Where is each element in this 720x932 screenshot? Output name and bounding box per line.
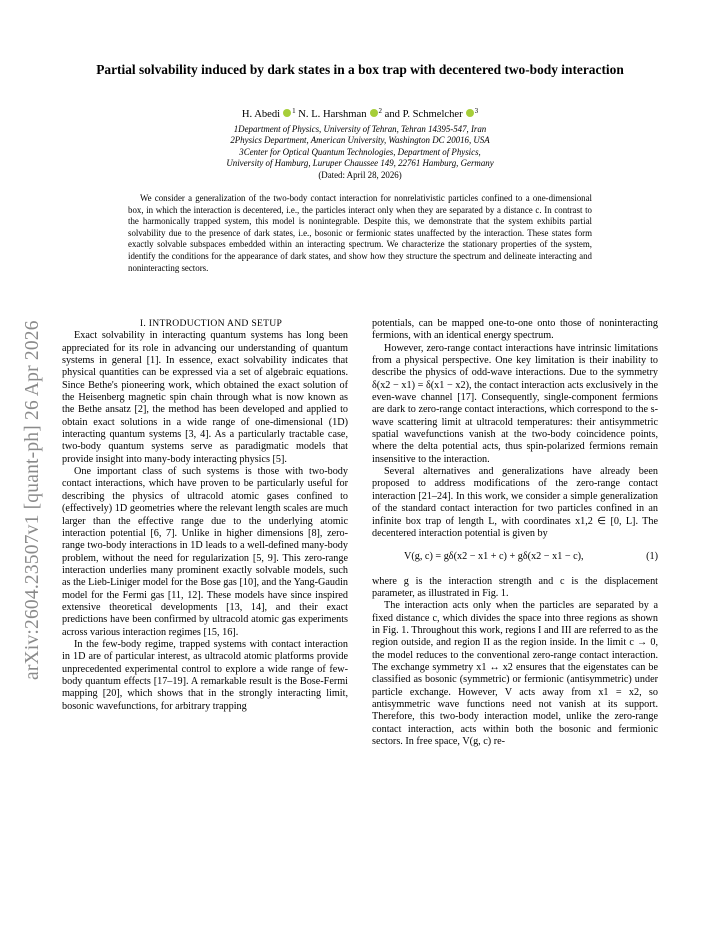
affiliation-3: 3Center for Optical Quantum Technologies, Department of Physics, [239, 146, 481, 157]
affiliations [70, 124, 650, 181]
equation-number: (1) [646, 551, 658, 563]
paragraph: Exact solvability in interacting quantum systems has long been appreciated for its role in advancing our understanding of quantum systems in general [1]. In essence, exact solvability indicates that physical quantities can be expressed via a set of algebraic equations. Since Bethe's pioneering work, which obtained the exact solution of the Heisenberg magnetic spin chain through what is now known as the Bethe ansatz [2], the method has been developed and applied to obtain exact solutions in a wide range of one-dimensional (1D) interacting quantum systems [3, 4]. As a particularly tractable case, two-body quantum systems serve as paradigmatic models that provide insight into many-body interacting physics [5]. [62, 330, 348, 465]
orcid-icon[interactable] [370, 109, 378, 117]
author-list [70, 107, 650, 120]
equation-1 [372, 551, 658, 563]
affiliation-2: 2Physics Department, American University, Washington DC 20016, USA [230, 135, 490, 146]
dated-line: (Dated: April 28, 2026) [318, 169, 402, 180]
paragraph: Several alternatives and generalizations have already been proposed to address modifications of the zero-range contact interaction [21–24]. In this work, we consider a simple generalization of the standard contact interaction for two particles confined in an infinite box trap of length L, with coordinates x1,2 ∈ [0, L]. The decentered interaction potential is given by [372, 466, 658, 539]
author-and: and [384, 109, 400, 120]
author-3: P. Schmelcher [402, 109, 463, 120]
author-2-affil: 2 [378, 107, 383, 115]
abstract: We consider a generalization of the two-body contact interaction for nonrelativistic particles confined to a one-dimensional box, in which the interaction is decentered, i.e., the particles interact only when they are separated by a distance c. In contrast to the harmonically trapped system, this model is nonintegrable. Despite this, we demonstrate that the system exhibits partial solvability due to the presence of dark states, i.e., bosonic or fermionic states unaffected by the interaction. These states form exactly solvable subspaces embedded within an interacting spectrum. We characterize the stationary properties of the system, identify the conditions for the appearance of dark states, and show how they structure the spectrum and delineate interacting and noninteracting sectors. [128, 193, 592, 273]
author-2: N. L. Harshman [298, 109, 367, 120]
author-1: H. Abedi [241, 109, 281, 120]
author-3-affil: 3 [474, 107, 479, 115]
paragraph: potentials, can be mapped one-to-one onto those of noninteracting fermions, with an identical energy spectrum. [372, 318, 658, 342]
paragraph: In the few-body regime, trapped systems with contact interaction in 1D are of particular interest, as ultracold atomic platforms provide unprecedented experimental control to explore a wide range of few-body quantum effects [17–19]. A remarkable result is the Bose-Fermi mapping [20], which shows that in the strongly interacting limit, bosonic wavefunctions, for arbitrary trapping [62, 638, 348, 712]
paragraph: One important class of such systems is those with two-body contact interactions, which have proven to be particularly useful for describing the physics of ultracold atomic gases confined to (effectively) 1D geometries where the relevant length scales are much larger than the effective range due to the underlying atomic interaction potential [6, 7]. Unlike in higher dimensions [8], zero-range two-body interactions in 1D leads to a well-defined many-body problem, without the need for regularization [5, 9]. This zero-range interaction underlies many prominent exactly solvable models, such as the Lieb-Liniger model for the Bose gas [10], and the Yang-Gaudin model for the Fermi gas [11, 12]. These models have since inspired extensive theoretical developments [13, 14], and their exact predictions have been confirmed by ultracold atomic gas experiments across various interaction regimes [15, 16]. [62, 466, 348, 638]
paragraph: The interaction acts only when the particles are separated by a fixed distance c, which divides the space into three regions as shown in Fig. 1. Throughout this work, regions I and III are referred to as the region outside, and region II as the region inside. In the limit c → 0, the model reduces to the conventional zero-range contact interaction. The exchange symmetry x1 ↔ x2 ensures that the eigenstates can be classified as bosonic (symmetric) or fermionic (antisymmetric) under particle exchange. However, V acts away from x1 = x2, so antisymmetric wave functions need not vanish at its support. Therefore, this two-body interaction model, unlike the zero-range contact interaction, acts within both the bosonic and fermionic sectors. In free space, V(g, c) re- [372, 600, 658, 747]
affiliation-1: 1Department of Physics, University of Tehran, Tehran 14395-547, Iran [233, 124, 487, 134]
right-column [372, 318, 658, 748]
equation-body: V(g, c) = gδ(x2 − x1 + c) + gδ(x2 − x1 − c), [404, 551, 584, 563]
left-column [62, 318, 348, 713]
affiliation-3-cont: University of Hamburg, Luruper Chaussee 149, 22761 Hamburg, Germany [226, 158, 494, 169]
paper-title: Partial solvability induced by dark states in a box trap with decentered two-body interaction [96, 62, 624, 77]
author-1-affil: 1 [292, 107, 296, 115]
paragraph: However, zero-range contact interactions have intrinsic limitations from a physical perspective. One key limitation is their inability to describe the physics of odd-wave interactions. Due to the symmetry δ(x2 − x1) = δ(x1 − x2), the contact interaction acts exclusively in the even-wave channel [17]. Consequently, single-component fermions are dark to zero-range contact interactions, which correspond to the s-wave scattering limit at ultracold temperatures: their antisymmetric spatial wavefunctions vanish at the two-body coincidence points, where the delta potential acts, thus spin-polarized fermions remain insensitive to the interaction. [372, 342, 658, 465]
arxiv-stamp-text: arXiv:2604.23507v1 [quant-ph] 26 Apr 2026 [22, 320, 43, 680]
paragraph: where g is the interaction strength and c is the displacement parameter, as illustrated in Fig. 1. [372, 575, 658, 599]
orcid-icon[interactable] [283, 109, 291, 117]
orcid-icon[interactable] [466, 109, 474, 117]
section-heading: I. INTRODUCTION AND SETUP [139, 318, 283, 329]
arxiv-stamp [16, 240, 46, 680]
